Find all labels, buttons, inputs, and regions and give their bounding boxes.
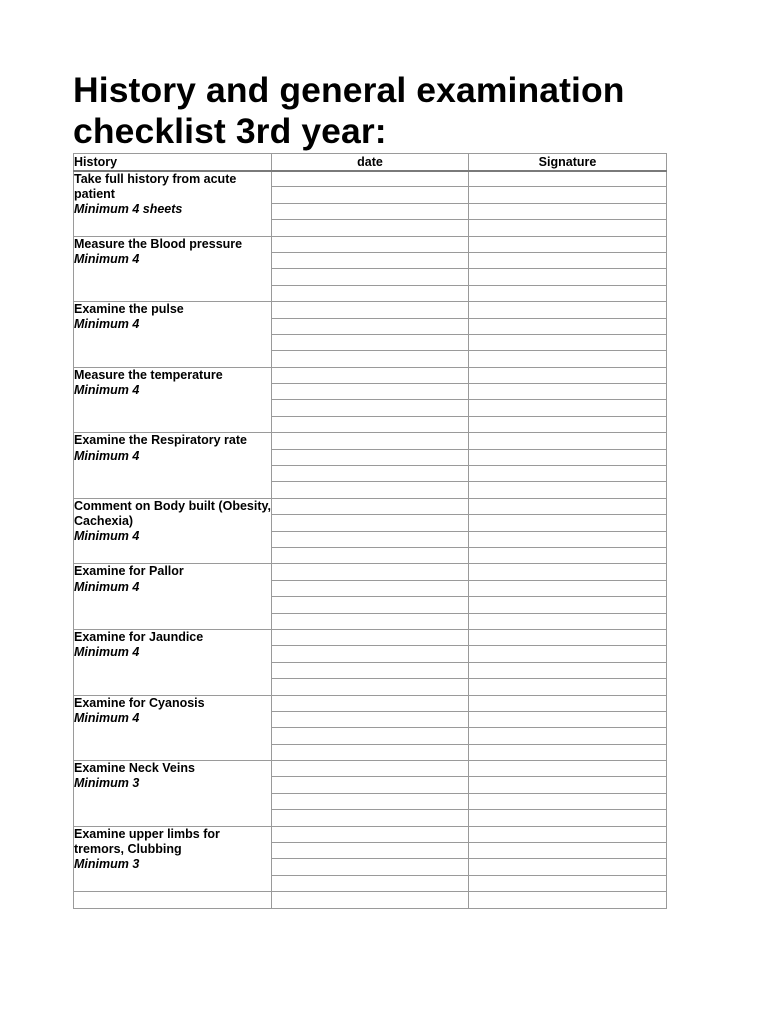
table-row: [74, 892, 667, 908]
table-row: [74, 826, 667, 842]
date-cell[interactable]: [272, 761, 469, 777]
signature-cell[interactable]: [469, 220, 667, 236]
signature-column-header: Signature: [469, 154, 667, 171]
table-row: [74, 564, 667, 580]
task-name: Examine upper limbs for tremors, Clubbing: [74, 826, 220, 856]
task-name: Take full history from acute patient: [74, 171, 237, 201]
signature-cell[interactable]: [469, 531, 667, 547]
signature-cell[interactable]: [469, 187, 667, 203]
signature-cell[interactable]: [469, 285, 667, 301]
date-cell[interactable]: [272, 384, 469, 400]
task-cell: [74, 433, 272, 499]
signature-cell[interactable]: [469, 236, 667, 252]
signature-cell[interactable]: [469, 400, 667, 416]
signature-cell[interactable]: [469, 547, 667, 563]
task-cell: [74, 367, 272, 433]
task-name: Measure the Blood pressure: [74, 236, 243, 251]
signature-cell[interactable]: [469, 793, 667, 809]
table-row: [74, 171, 667, 187]
signature-cell[interactable]: [469, 384, 667, 400]
checklist-table: [73, 153, 667, 909]
task-minimum: Minimum 4: [74, 579, 140, 594]
task-cell: [74, 695, 272, 761]
date-cell[interactable]: [272, 187, 469, 203]
signature-cell[interactable]: [469, 613, 667, 629]
table-row: [74, 302, 667, 318]
table-row: [74, 433, 667, 449]
date-cell[interactable]: [272, 613, 469, 629]
signature-cell[interactable]: [469, 859, 667, 875]
date-cell[interactable]: [272, 580, 469, 596]
task-cell: [74, 498, 272, 564]
date-cell[interactable]: [272, 236, 469, 252]
task-name: Examine for Pallor: [74, 564, 184, 579]
date-cell[interactable]: [272, 892, 469, 908]
task-minimum: Minimum 4: [74, 251, 140, 266]
date-cell[interactable]: [272, 843, 469, 859]
date-cell[interactable]: [272, 466, 469, 482]
signature-cell[interactable]: [469, 728, 667, 744]
table-row: [74, 629, 667, 645]
task-name: Examine for Cyanosis: [74, 695, 205, 710]
table-row: [74, 695, 667, 711]
signature-cell[interactable]: [469, 875, 667, 891]
date-cell[interactable]: [272, 679, 469, 695]
signature-cell[interactable]: [469, 318, 667, 334]
date-cell[interactable]: [272, 171, 469, 187]
task-cell: [74, 564, 272, 630]
date-cell[interactable]: [272, 728, 469, 744]
task-minimum: Minimum 3: [74, 857, 140, 872]
signature-cell[interactable]: [469, 646, 667, 662]
date-cell[interactable]: [272, 351, 469, 367]
empty-history-cell: [74, 892, 272, 908]
signature-cell[interactable]: [469, 171, 667, 187]
table-row: [74, 761, 667, 777]
date-cell[interactable]: [272, 416, 469, 432]
signature-cell[interactable]: [469, 695, 667, 711]
task-cell: [74, 826, 272, 892]
date-cell[interactable]: [272, 662, 469, 678]
signature-cell[interactable]: [469, 498, 667, 514]
task-minimum: Minimum 4 sheets: [74, 202, 183, 217]
signature-cell[interactable]: [469, 466, 667, 482]
table-row: [74, 367, 667, 383]
signature-cell[interactable]: [469, 777, 667, 793]
task-minimum: Minimum 4: [74, 448, 140, 463]
task-name: Examine for Jaundice: [74, 629, 204, 644]
signature-cell[interactable]: [469, 580, 667, 596]
date-cell[interactable]: [272, 547, 469, 563]
date-cell[interactable]: [272, 400, 469, 416]
task-minimum: Minimum 4: [74, 382, 140, 397]
signature-cell[interactable]: [469, 334, 667, 350]
date-column-header: date: [272, 154, 469, 171]
task-name: Examine the Respiratory rate: [74, 433, 247, 448]
date-cell[interactable]: [272, 515, 469, 531]
date-cell[interactable]: [272, 318, 469, 334]
signature-cell[interactable]: [469, 367, 667, 383]
task-minimum: Minimum 4: [74, 645, 140, 660]
date-cell[interactable]: [272, 744, 469, 760]
date-cell[interactable]: [272, 826, 469, 842]
task-cell: [74, 761, 272, 827]
date-cell[interactable]: [272, 695, 469, 711]
signature-cell[interactable]: [469, 416, 667, 432]
task-minimum: Minimum 4: [74, 529, 140, 544]
date-cell[interactable]: [272, 220, 469, 236]
task-name: Examine Neck Veins: [74, 761, 195, 776]
signature-cell[interactable]: [469, 302, 667, 318]
signature-cell[interactable]: [469, 629, 667, 645]
signature-cell[interactable]: [469, 744, 667, 760]
date-cell[interactable]: [272, 564, 469, 580]
date-cell[interactable]: [272, 449, 469, 465]
task-name: Comment on Body built (Obesity, Cachexia): [74, 498, 271, 529]
date-cell[interactable]: [272, 482, 469, 498]
signature-cell[interactable]: [469, 679, 667, 695]
date-cell[interactable]: [272, 498, 469, 514]
date-cell[interactable]: [272, 875, 469, 891]
date-cell[interactable]: [272, 810, 469, 826]
table-row: [74, 236, 667, 252]
signature-cell[interactable]: [469, 597, 667, 613]
signature-cell[interactable]: [469, 203, 667, 219]
date-cell[interactable]: [272, 433, 469, 449]
date-cell[interactable]: [272, 793, 469, 809]
signature-cell[interactable]: [469, 351, 667, 367]
signature-cell[interactable]: [469, 843, 667, 859]
signature-cell[interactable]: [469, 252, 667, 268]
signature-cell[interactable]: [469, 810, 667, 826]
signature-cell[interactable]: [469, 449, 667, 465]
signature-cell[interactable]: [469, 482, 667, 498]
history-column-header: History: [74, 154, 272, 171]
signature-cell[interactable]: [469, 269, 667, 285]
date-cell[interactable]: [272, 777, 469, 793]
date-cell[interactable]: [272, 269, 469, 285]
date-cell[interactable]: [272, 711, 469, 727]
signature-cell[interactable]: [469, 515, 667, 531]
date-cell[interactable]: [272, 302, 469, 318]
date-cell[interactable]: [272, 859, 469, 875]
task-name: Measure the temperature: [74, 367, 223, 382]
task-cell: [74, 302, 272, 368]
header-row: [74, 154, 667, 171]
signature-cell[interactable]: [469, 711, 667, 727]
signature-cell[interactable]: [469, 761, 667, 777]
task-minimum: Minimum 4: [74, 710, 140, 725]
checklist-body: [74, 171, 667, 909]
task-name: Examine the pulse: [74, 302, 184, 317]
task-cell: [74, 236, 272, 302]
signature-cell[interactable]: [469, 892, 667, 908]
signature-cell[interactable]: [469, 662, 667, 678]
date-cell[interactable]: [272, 252, 469, 268]
signature-cell[interactable]: [469, 564, 667, 580]
page-title: History and general examination checklist 3rd year:: [73, 70, 625, 151]
date-cell[interactable]: [272, 285, 469, 301]
task-cell: [74, 629, 272, 695]
task-minimum: Minimum 3: [74, 776, 140, 791]
date-cell[interactable]: [272, 203, 469, 219]
date-cell[interactable]: [272, 367, 469, 383]
date-cell[interactable]: [272, 531, 469, 547]
signature-cell[interactable]: [469, 826, 667, 842]
signature-cell[interactable]: [469, 433, 667, 449]
table-row: [74, 498, 667, 514]
date-cell[interactable]: [272, 334, 469, 350]
task-cell: [74, 171, 272, 237]
date-cell[interactable]: [272, 646, 469, 662]
task-minimum: Minimum 4: [74, 317, 140, 332]
date-cell[interactable]: [272, 597, 469, 613]
date-cell[interactable]: [272, 629, 469, 645]
